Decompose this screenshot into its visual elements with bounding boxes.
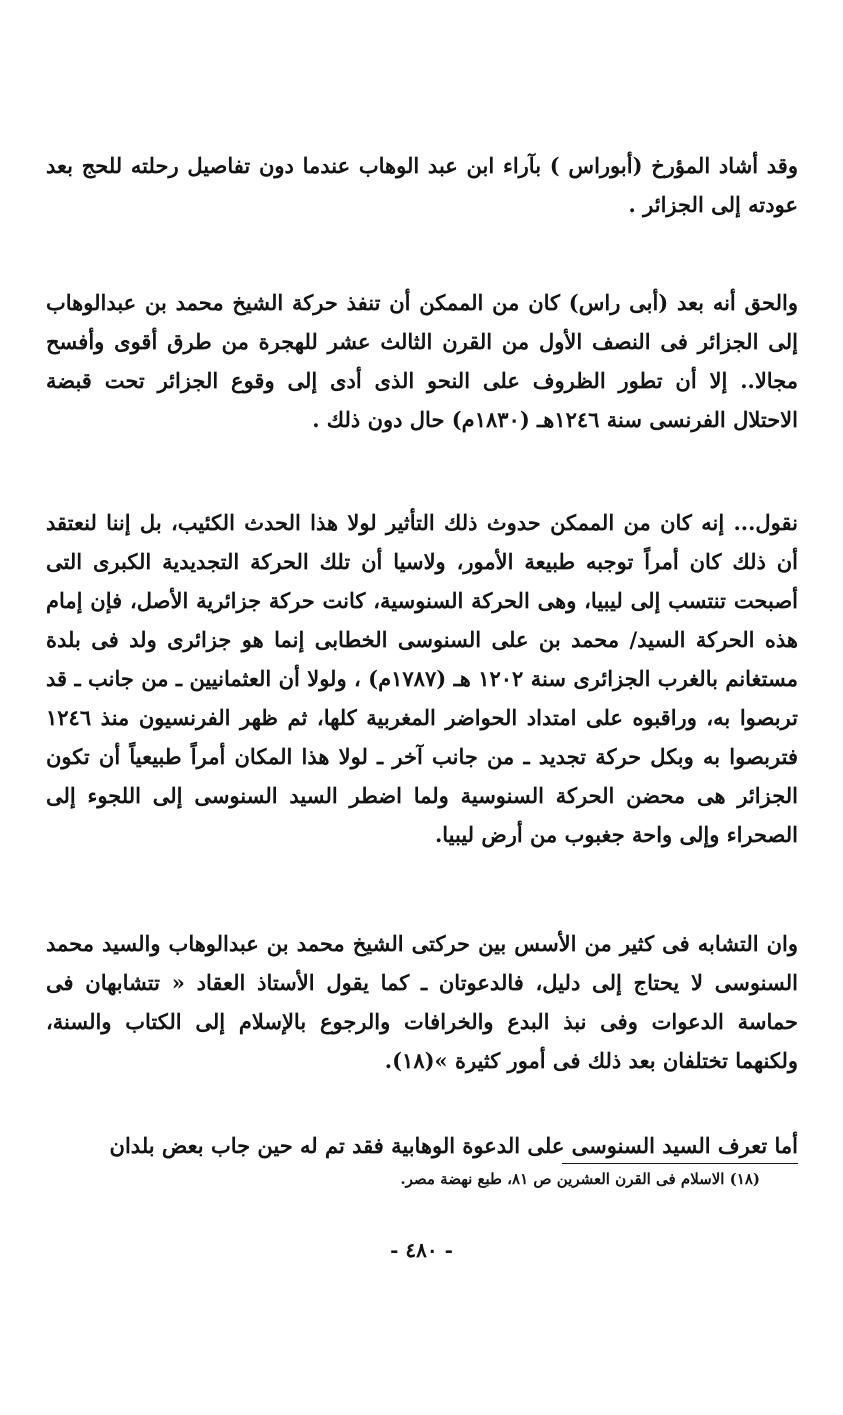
page-number: - ٤٨٠ - [390, 1238, 453, 1262]
paragraph-french-occupation: والحق أنه بعد (أبى راس) كان من الممكن أن تنفذ حركة الشيخ محمد بن عبدالوهاب إلى الجزائر فى النصف الأول من القرن الثالث عشر للهجرة من طرق أقوى وأفسح مجالا.. إلا أن تطور الظروف على النحو الذى أدى إلى وقوع الجزائر تحت قبضة الاحتلال الفرنسى سنة ١٢٤٦هـ (١٨٣٠م) حال دون ذلك . [46, 290, 798, 432]
footnote-18: (١٨) الاسلام فى القرن العشرين ص ٨١، طبع نهضة مصر. [400, 1170, 760, 1188]
paragraph-senussi-origin: نقول... إنه كان من الممكن حدوث ذلك التأثير لولا هذا الحدث الكئيب، بل إننا لنعتقد أن ذلك كان أمراً توجبه طبيعة الأمور، ولاسيا أن تلك الحركة التجديدية الكبرى التى أصبحت تنتسب إلى ليبيا، وهى الحركة السنوسية، كانت حركة جزائرية الأصل، فإن إمام هذه الحركة السيد/ محمد بن على السنوسى الخطابى إنما هو جزائرى ولد فى بلدة مستغانم بالغرب الجزائرى سنة ١٢٠٢ هـ (١٧٨٧م) ، ولولا أن العثمانيين ـ من جانب ـ قد تربصوا به، وراقبوه على امتداد الحواضر المغربية كلها، ثم ظهر الفرنسيون منذ ١٢٤٦ فتربصوا به وبكل حركة تجديد ـ من جانب آخر ـ لولا هذا المكان أمراً طبيعياً أن تكون الجزائر هى محضن الحركة السنوسية ولما اضطر السيد السنوسى إلى اللجوء إلى الصحراء وإلى واحة جغبوب من أرض ليبيا. [46, 510, 799, 847]
paragraph-similarity-movements: وان التشابه فى كثير من الأسس بين حركتى الشيخ محمد بن عبدالوهاب والسيد محمد السنوسى لا يحتاج إلى دليل، فالدعوتان ـ كما يقول الأستاذ العقاد « تتشابهان فى حماسة الدعوات وفى نبذ البدع والخرافات والرجوع بالإسلام إلى الكتاب والسنة، ولكنهما تختلفان بعد ذلك فى أمور كثيرة »(١٨). [46, 931, 798, 1073]
paragraph-abu-ras-praise: وقد أشاد المؤرخ (أبوراس ) بآراء ابن عبد الوهاب عندما دون تفاصيل رحلته للحج بعد عودته إلى الجزائر . [46, 153, 798, 217]
footnote-divider [562, 1163, 798, 1164]
paragraph-senussi-acquaintance: أما تعرف السيد السنوسى على الدعوة الوهابية فقد تم له حين جاب بعض بلدان [109, 1133, 798, 1158]
